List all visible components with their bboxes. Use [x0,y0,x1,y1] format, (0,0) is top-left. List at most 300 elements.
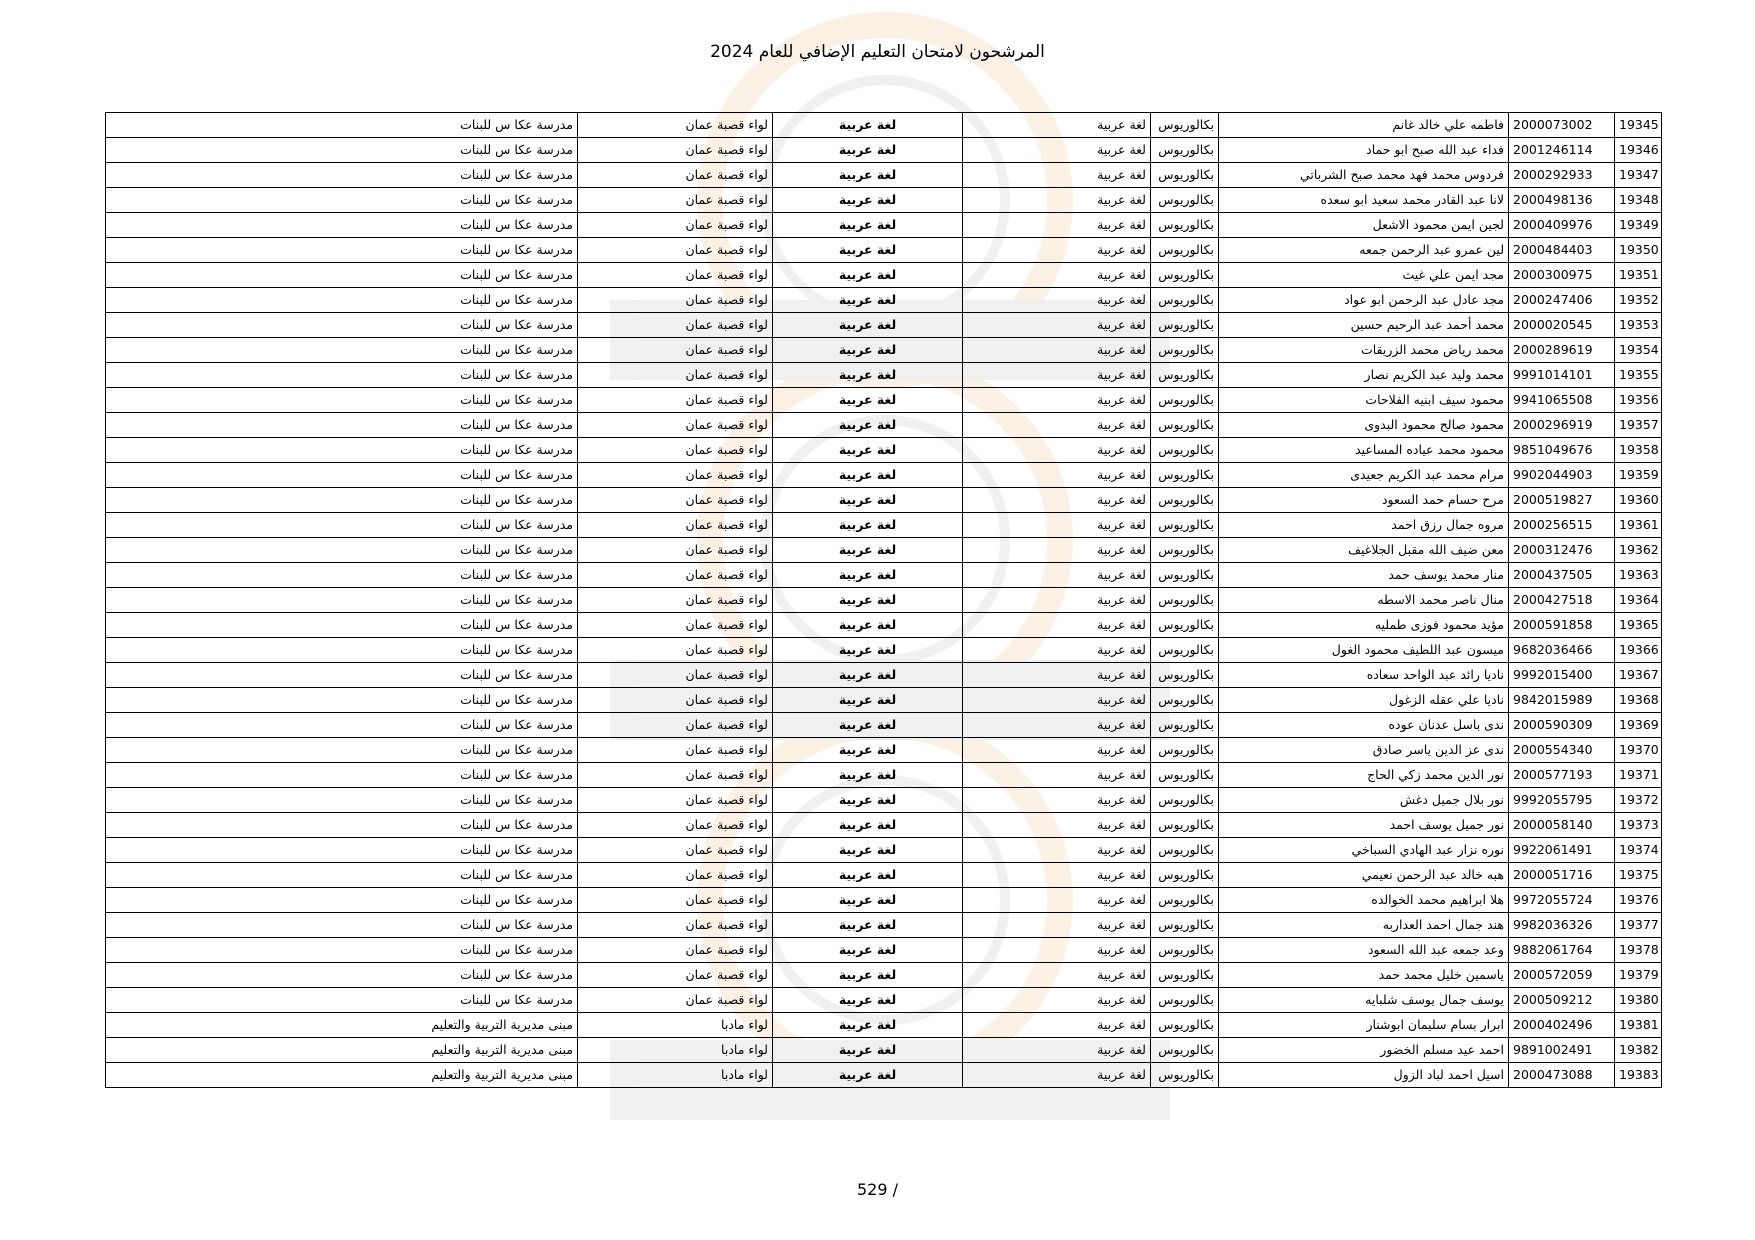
table-row [106,813,1662,838]
major-cell: لغة عربية [963,1038,1151,1063]
district-cell: لواء قصبة عمان [578,213,773,238]
seq-cell: 19355 [1615,363,1662,388]
name-cell: ناديا علي عقله الزغول [1219,688,1509,713]
district-cell: لواء قصبة عمان [578,738,773,763]
exam-center-cell: مدرسة عكا س للبنات [106,538,578,563]
seq-cell: 19367 [1615,663,1662,688]
table-row [106,863,1662,888]
subject-cell: لغة عربية [773,563,963,588]
table-row [106,888,1662,913]
table-row [106,263,1662,288]
national-id-cell: 2000484403 [1509,238,1615,263]
exam-center-cell: مبنى مديرية التربية والتعليم [106,1063,578,1088]
district-cell: لواء قصبة عمان [578,338,773,363]
table-row [106,963,1662,988]
subject-cell: لغة عربية [773,388,963,413]
national-id-cell: 2000051716 [1509,863,1615,888]
district-cell: لواء قصبة عمان [578,938,773,963]
subject-cell: لغة عربية [773,763,963,788]
table-row [106,838,1662,863]
subject-cell: لغة عربية [773,1063,963,1088]
seq-cell: 19360 [1615,488,1662,513]
degree-cell: بكالوريوس [1151,1063,1219,1088]
seq-cell: 19349 [1615,213,1662,238]
seq-cell: 19363 [1615,563,1662,588]
major-cell: لغة عربية [963,438,1151,463]
degree-cell: بكالوريوس [1151,888,1219,913]
district-cell: لواء قصبة عمان [578,888,773,913]
major-cell: لغة عربية [963,463,1151,488]
district-cell: لواء قصبة عمان [578,563,773,588]
table-row [106,363,1662,388]
table-row [106,988,1662,1013]
major-cell: لغة عربية [963,663,1151,688]
seq-cell: 19351 [1615,263,1662,288]
subject-cell: لغة عربية [773,138,963,163]
district-cell: لواء قصبة عمان [578,588,773,613]
name-cell: يوسف جمال يوسف شلبايه [1219,988,1509,1013]
national-id-cell: 2000577193 [1509,763,1615,788]
seq-cell: 19354 [1615,338,1662,363]
subject-cell: لغة عربية [773,588,963,613]
degree-cell: بكالوريوس [1151,638,1219,663]
major-cell: لغة عربية [963,138,1151,163]
major-cell: لغة عربية [963,788,1151,813]
degree-cell: بكالوريوس [1151,613,1219,638]
district-cell: لواء قصبة عمان [578,713,773,738]
seq-cell: 19381 [1615,1013,1662,1038]
district-cell: لواء قصبة عمان [578,188,773,213]
district-cell: لواء قصبة عمان [578,863,773,888]
name-cell: محمود صالح محمود البدوى [1219,413,1509,438]
exam-center-cell: مدرسة عكا س للبنات [106,963,578,988]
name-cell: محمد رياض محمد الزريقات [1219,338,1509,363]
name-cell: مجد عادل عبد الرحمن ابو عواد [1219,288,1509,313]
major-cell: لغة عربية [963,238,1151,263]
national-id-cell: 2000247406 [1509,288,1615,313]
table-row [106,338,1662,363]
subject-cell: لغة عربية [773,363,963,388]
subject-cell: لغة عربية [773,188,963,213]
degree-cell: بكالوريوس [1151,763,1219,788]
table-row [106,463,1662,488]
seq-cell: 19358 [1615,438,1662,463]
name-cell: محمود محمد عياده المساعيد [1219,438,1509,463]
name-cell: لين عمرو عبد الرحمن جمعه [1219,238,1509,263]
exam-center-cell: مدرسة عكا س للبنات [106,763,578,788]
district-cell: لواء قصبة عمان [578,688,773,713]
degree-cell: بكالوريوس [1151,663,1219,688]
major-cell: لغة عربية [963,588,1151,613]
degree-cell: بكالوريوس [1151,688,1219,713]
national-id-cell: 2000590309 [1509,713,1615,738]
degree-cell: بكالوريوس [1151,988,1219,1013]
seq-cell: 19370 [1615,738,1662,763]
exam-center-cell: مدرسة عكا س للبنات [106,788,578,813]
major-cell: لغة عربية [963,1013,1151,1038]
national-id-cell: 2000509212 [1509,988,1615,1013]
major-cell: لغة عربية [963,688,1151,713]
major-cell: لغة عربية [963,638,1151,663]
table-row [106,713,1662,738]
table-row [106,563,1662,588]
document-title: المرشحون لامتحان التعليم الإضافي للعام 2024 [710,42,1045,62]
exam-center-cell: مدرسة عكا س للبنات [106,338,578,363]
subject-cell: لغة عربية [773,1038,963,1063]
exam-center-cell: مدرسة عكا س للبنات [106,238,578,263]
subject-cell: لغة عربية [773,338,963,363]
national-id-cell: 2000409976 [1509,213,1615,238]
seq-cell: 19347 [1615,163,1662,188]
exam-center-cell: مدرسة عكا س للبنات [106,288,578,313]
page-number: 529 / [856,1180,898,1199]
major-cell: لغة عربية [963,938,1151,963]
subject-cell: لغة عربية [773,488,963,513]
seq-cell: 19376 [1615,888,1662,913]
exam-center-cell: مدرسة عكا س للبنات [106,313,578,338]
subject-cell: لغة عربية [773,1013,963,1038]
national-id-cell: 2000572059 [1509,963,1615,988]
major-cell: لغة عربية [963,288,1151,313]
subject-cell: لغة عربية [773,263,963,288]
major-cell: لغة عربية [963,863,1151,888]
candidates-table-body [106,113,1662,1088]
national-id-cell: 2000300975 [1509,263,1615,288]
name-cell: مرام محمد عبد الكريم جعيدى [1219,463,1509,488]
name-cell: اسيل احمد لباد الزول [1219,1063,1509,1088]
table-row [106,638,1662,663]
seq-cell: 19350 [1615,238,1662,263]
name-cell: احمد عيد مسلم الخضور [1219,1038,1509,1063]
name-cell: محمد أحمد عبد الرحيم حسين [1219,313,1509,338]
exam-center-cell: مدرسة عكا س للبنات [106,863,578,888]
exam-center-cell: مدرسة عكا س للبنات [106,988,578,1013]
district-cell: لواء قصبة عمان [578,138,773,163]
name-cell: هلا ابراهيم محمد الخوالده [1219,888,1509,913]
candidates-table [105,112,1662,1088]
major-cell: لغة عربية [963,763,1151,788]
exam-center-cell: مدرسة عكا س للبنات [106,713,578,738]
seq-cell: 19346 [1615,138,1662,163]
subject-cell: لغة عربية [773,163,963,188]
degree-cell: بكالوريوس [1151,313,1219,338]
major-cell: لغة عربية [963,613,1151,638]
national-id-cell: 2000437505 [1509,563,1615,588]
seq-cell: 19368 [1615,688,1662,713]
degree-cell: بكالوريوس [1151,238,1219,263]
district-cell: لواء قصبة عمان [578,913,773,938]
major-cell: لغة عربية [963,1063,1151,1088]
degree-cell: بكالوريوس [1151,163,1219,188]
name-cell: مؤيد محمود فوزى طمليه [1219,613,1509,638]
name-cell: محمود سيف ابنيه الفلاحات [1219,388,1509,413]
major-cell: لغة عربية [963,388,1151,413]
name-cell: هند جمال احمد العداربه [1219,913,1509,938]
exam-center-cell: مدرسة عكا س للبنات [106,588,578,613]
name-cell: ندى عز الدين ياسر صادق [1219,738,1509,763]
exam-center-cell: مدرسة عكا س للبنات [106,388,578,413]
degree-cell: بكالوريوس [1151,738,1219,763]
national-id-cell: 9972055724 [1509,888,1615,913]
degree-cell: بكالوريوس [1151,913,1219,938]
seq-cell: 19379 [1615,963,1662,988]
degree-cell: بكالوريوس [1151,263,1219,288]
degree-cell: بكالوريوس [1151,488,1219,513]
national-id-cell: 2000296919 [1509,413,1615,438]
exam-center-cell: مدرسة عكا س للبنات [106,913,578,938]
table-row [106,788,1662,813]
national-id-cell: 9842015989 [1509,688,1615,713]
seq-cell: 19383 [1615,1063,1662,1088]
table-row [106,438,1662,463]
subject-cell: لغة عربية [773,113,963,138]
name-cell: مروه جمال رزق احمد [1219,513,1509,538]
name-cell: وعد جمعه عبد الله السعود [1219,938,1509,963]
seq-cell: 19372 [1615,788,1662,813]
degree-cell: بكالوريوس [1151,963,1219,988]
exam-center-cell: مدرسة عكا س للبنات [106,838,578,863]
district-cell: لواء قصبة عمان [578,763,773,788]
degree-cell: بكالوريوس [1151,938,1219,963]
name-cell: منار محمد يوسف حمد [1219,563,1509,588]
national-id-cell: 9922061491 [1509,838,1615,863]
exam-center-cell: مدرسة عكا س للبنات [106,613,578,638]
subject-cell: لغة عربية [773,538,963,563]
major-cell: لغة عربية [963,263,1151,288]
national-id-cell: 9941065508 [1509,388,1615,413]
name-cell: فاطمه علي خالد غانم [1219,113,1509,138]
national-id-cell: 2000519827 [1509,488,1615,513]
major-cell: لغة عربية [963,738,1151,763]
national-id-cell: 2000312476 [1509,538,1615,563]
table-row [106,938,1662,963]
national-id-cell: 9982036326 [1509,913,1615,938]
subject-cell: لغة عربية [773,738,963,763]
exam-center-cell: مدرسة عكا س للبنات [106,563,578,588]
district-cell: لواء مادبا [578,1063,773,1088]
district-cell: لواء قصبة عمان [578,813,773,838]
subject-cell: لغة عربية [773,788,963,813]
national-id-cell: 9891002491 [1509,1038,1615,1063]
subject-cell: لغة عربية [773,713,963,738]
name-cell: نور جميل يوسف احمد [1219,813,1509,838]
major-cell: لغة عربية [963,413,1151,438]
seq-cell: 19364 [1615,588,1662,613]
table-row [106,188,1662,213]
district-cell: لواء قصبة عمان [578,663,773,688]
seq-cell: 19369 [1615,713,1662,738]
table-row [106,213,1662,238]
table-row [106,738,1662,763]
national-id-cell: 2000020545 [1509,313,1615,338]
name-cell: هبه خالد عبد الرحمن نعيمي [1219,863,1509,888]
seq-cell: 19348 [1615,188,1662,213]
degree-cell: بكالوريوس [1151,138,1219,163]
national-id-cell: 2000289619 [1509,338,1615,363]
degree-cell: بكالوريوس [1151,838,1219,863]
name-cell: ميسون عبد اللطيف محمود الغول [1219,638,1509,663]
subject-cell: لغة عربية [773,463,963,488]
district-cell: لواء قصبة عمان [578,638,773,663]
exam-center-cell: مدرسة عكا س للبنات [106,438,578,463]
exam-center-cell: مدرسة عكا س للبنات [106,738,578,763]
exam-center-cell: مبنى مديرية التربية والتعليم [106,1038,578,1063]
seq-cell: 19365 [1615,613,1662,638]
major-cell: لغة عربية [963,838,1151,863]
national-id-cell: 2000073002 [1509,113,1615,138]
subject-cell: لغة عربية [773,913,963,938]
table-row [106,588,1662,613]
exam-center-cell: مدرسة عكا س للبنات [106,138,578,163]
exam-center-cell: مدرسة عكا س للبنات [106,938,578,963]
national-id-cell: 2000554340 [1509,738,1615,763]
table-row [106,913,1662,938]
table-row [106,663,1662,688]
seq-cell: 19356 [1615,388,1662,413]
major-cell: لغة عربية [963,813,1151,838]
subject-cell: لغة عربية [773,663,963,688]
district-cell: لواء قصبة عمان [578,488,773,513]
district-cell: لواء قصبة عمان [578,963,773,988]
name-cell: ندى باسل عدنان عوده [1219,713,1509,738]
national-id-cell: 9682036466 [1509,638,1615,663]
seq-cell: 19371 [1615,763,1662,788]
table-row [106,1063,1662,1088]
major-cell: لغة عربية [963,488,1151,513]
seq-cell: 19345 [1615,113,1662,138]
national-id-cell: 2000473088 [1509,1063,1615,1088]
major-cell: لغة عربية [963,913,1151,938]
exam-center-cell: مدرسة عكا س للبنات [106,638,578,663]
district-cell: لواء قصبة عمان [578,363,773,388]
district-cell: لواء مادبا [578,1038,773,1063]
degree-cell: بكالوريوس [1151,863,1219,888]
seq-cell: 19378 [1615,938,1662,963]
name-cell: نوره نزار عبد الهادي السباخي [1219,838,1509,863]
subject-cell: لغة عربية [773,838,963,863]
national-id-cell: 2000591858 [1509,613,1615,638]
table-row [106,138,1662,163]
district-cell: لواء قصبة عمان [578,388,773,413]
district-cell: لواء مادبا [578,1013,773,1038]
table-row [106,613,1662,638]
seq-cell: 19362 [1615,538,1662,563]
degree-cell: بكالوريوس [1151,538,1219,563]
table-row [106,288,1662,313]
exam-center-cell: مدرسة عكا س للبنات [106,263,578,288]
seq-cell: 19375 [1615,863,1662,888]
major-cell: لغة عربية [963,338,1151,363]
seq-cell: 19361 [1615,513,1662,538]
district-cell: لواء قصبة عمان [578,313,773,338]
national-id-cell: 9992015400 [1509,663,1615,688]
table-row [106,413,1662,438]
district-cell: لواء قصبة عمان [578,513,773,538]
major-cell: لغة عربية [963,188,1151,213]
degree-cell: بكالوريوس [1151,438,1219,463]
exam-center-cell: مدرسة عكا س للبنات [106,463,578,488]
degree-cell: بكالوريوس [1151,713,1219,738]
degree-cell: بكالوريوس [1151,813,1219,838]
major-cell: لغة عربية [963,213,1151,238]
subject-cell: لغة عربية [773,813,963,838]
name-cell: معن ضيف الله مقبل الجلاغيف [1219,538,1509,563]
degree-cell: بكالوريوس [1151,363,1219,388]
table-row [106,763,1662,788]
district-cell: لواء قصبة عمان [578,988,773,1013]
subject-cell: لغة عربية [773,513,963,538]
national-id-cell: 2001246114 [1509,138,1615,163]
subject-cell: لغة عربية [773,438,963,463]
district-cell: لواء قصبة عمان [578,288,773,313]
table-row [106,688,1662,713]
district-cell: لواء قصبة عمان [578,538,773,563]
national-id-cell: 2000427518 [1509,588,1615,613]
district-cell: لواء قصبة عمان [578,263,773,288]
degree-cell: بكالوريوس [1151,288,1219,313]
seq-cell: 19374 [1615,838,1662,863]
national-id-cell: 2000498136 [1509,188,1615,213]
subject-cell: لغة عربية [773,963,963,988]
table-row [106,538,1662,563]
name-cell: منال ناصر محمد الاسطه [1219,588,1509,613]
district-cell: لواء قصبة عمان [578,463,773,488]
exam-center-cell: مدرسة عكا س للبنات [106,688,578,713]
national-id-cell: 9991014101 [1509,363,1615,388]
exam-center-cell: مدرسة عكا س للبنات [106,488,578,513]
district-cell: لواء قصبة عمان [578,613,773,638]
subject-cell: لغة عربية [773,238,963,263]
district-cell: لواء قصبة عمان [578,438,773,463]
subject-cell: لغة عربية [773,688,963,713]
major-cell: لغة عربية [963,563,1151,588]
national-id-cell: 2000256515 [1509,513,1615,538]
national-id-cell: 9992055795 [1509,788,1615,813]
name-cell: فردوس محمد فهد محمد صبح الشرباتي [1219,163,1509,188]
table-row [106,513,1662,538]
table-row [106,163,1662,188]
national-id-cell: 9851049676 [1509,438,1615,463]
table-row [106,1013,1662,1038]
name-cell: مجد ايمن علي غيث [1219,263,1509,288]
degree-cell: بكالوريوس [1151,788,1219,813]
seq-cell: 19353 [1615,313,1662,338]
seq-cell: 19380 [1615,988,1662,1013]
seq-cell: 19359 [1615,463,1662,488]
exam-center-cell: مدرسة عكا س للبنات [106,363,578,388]
major-cell: لغة عربية [963,513,1151,538]
name-cell: محمد وليد عبد الكريم نصار [1219,363,1509,388]
district-cell: لواء قصبة عمان [578,113,773,138]
name-cell: نور الدين محمد زكي الحاج [1219,763,1509,788]
degree-cell: بكالوريوس [1151,1013,1219,1038]
seq-cell: 19352 [1615,288,1662,313]
table-row [106,1038,1662,1063]
subject-cell: لغة عربية [773,938,963,963]
major-cell: لغة عربية [963,113,1151,138]
table-row [106,113,1662,138]
name-cell: فداء عبد الله صبح ابو حماد [1219,138,1509,163]
exam-center-cell: مدرسة عكا س للبنات [106,813,578,838]
seq-cell: 19382 [1615,1038,1662,1063]
national-id-cell: 9902044903 [1509,463,1615,488]
subject-cell: لغة عربية [773,988,963,1013]
subject-cell: لغة عربية [773,288,963,313]
major-cell: لغة عربية [963,313,1151,338]
exam-center-cell: مدرسة عكا س للبنات [106,663,578,688]
national-id-cell: 2000292933 [1509,163,1615,188]
subject-cell: لغة عربية [773,638,963,663]
